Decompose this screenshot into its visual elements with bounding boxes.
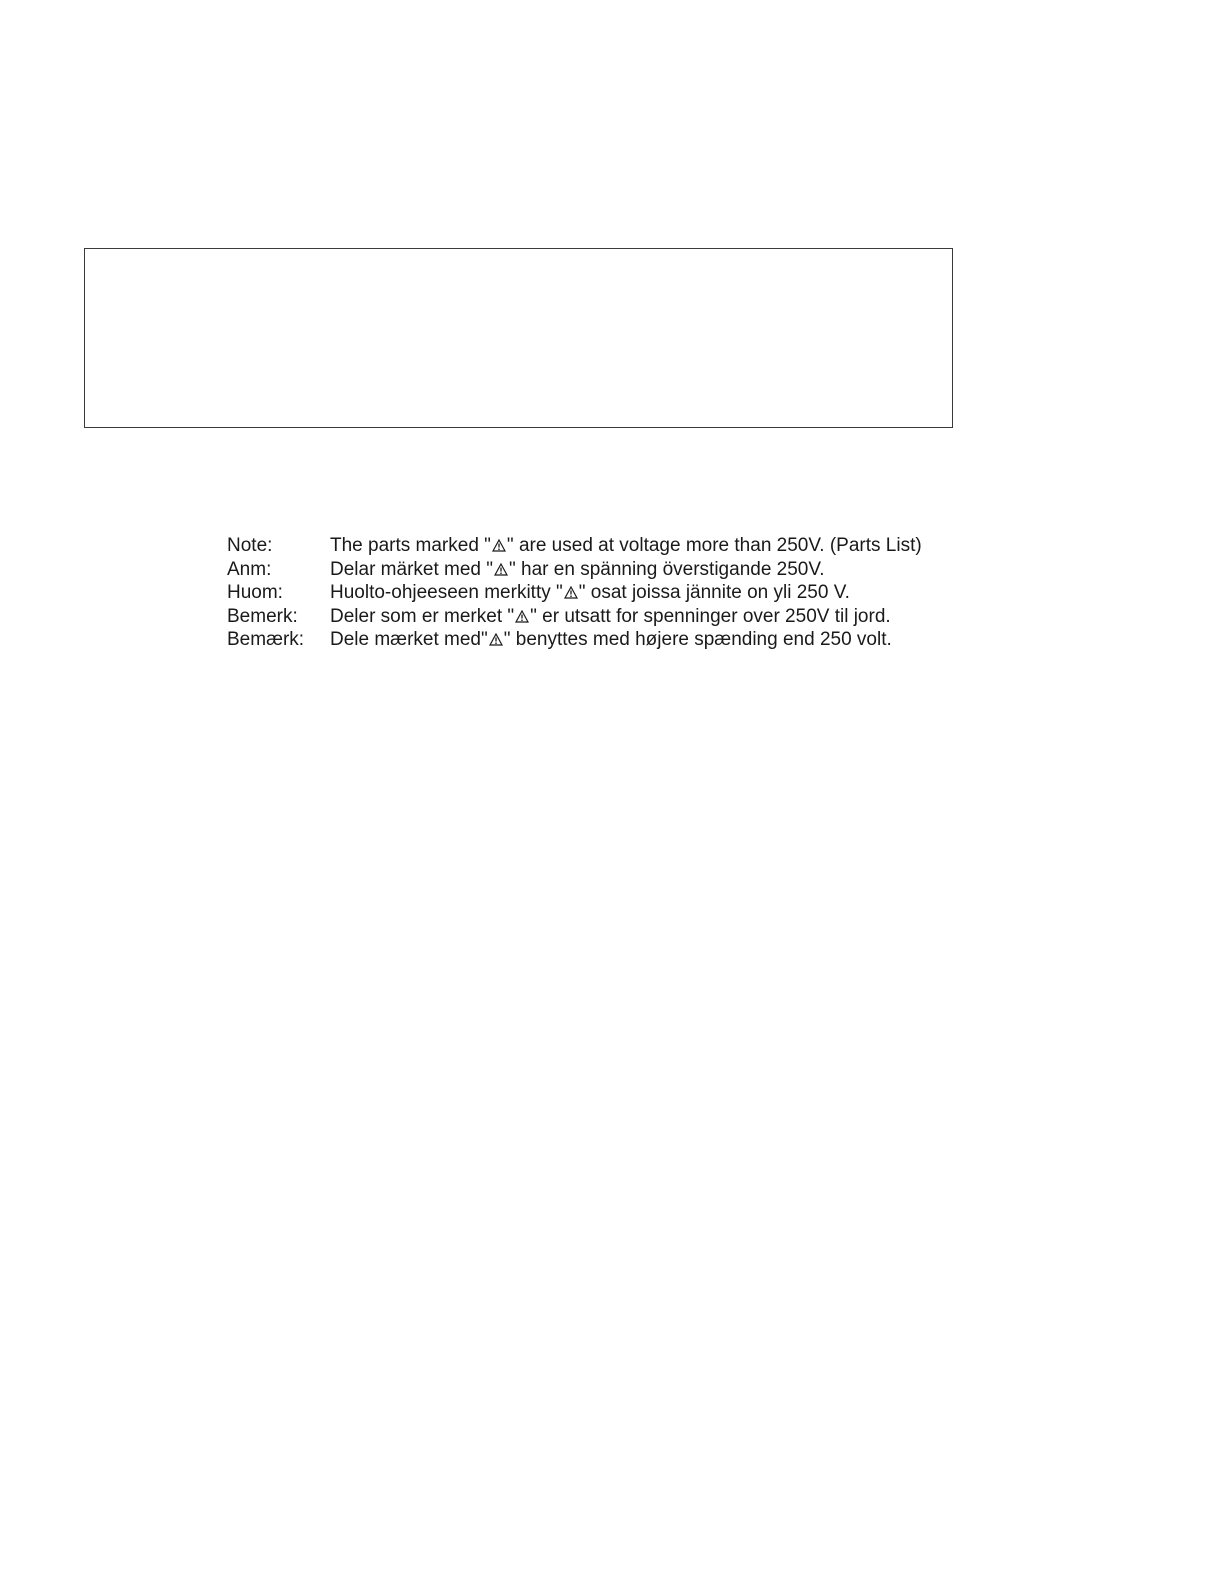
note-row-english [227, 534, 1027, 558]
note-label: Bemerk: [227, 605, 298, 627]
note-text-after: " are used at voltage more than 250V. (Parts List) [506, 535, 922, 556]
note-row-danish [227, 628, 1027, 652]
warning-triangle-icon [564, 586, 578, 599]
note-label: Anm: [227, 558, 272, 580]
warning-triangle-icon [515, 610, 529, 623]
note-text-before: The parts marked " [330, 535, 491, 556]
note-text-before: Delar märket med " [330, 558, 494, 580]
note-text-before: Huolto-ohjeeseen merkitty " [330, 582, 563, 604]
warning-triangle-icon [489, 633, 503, 646]
note-text [330, 628, 892, 652]
empty-frame [84, 248, 953, 428]
note-text-after: " benyttes med højere spænding end 250 volt. [503, 629, 892, 651]
note-text [330, 558, 825, 582]
note-label: Huom: [227, 582, 283, 604]
note-row-swedish [227, 558, 1027, 582]
note-label: Note: [227, 535, 273, 556]
warning-triangle-icon [492, 539, 506, 552]
note-label: Bemærk: [227, 629, 305, 651]
note-text-before: Dele mærket med" [330, 629, 488, 651]
warning-triangle-icon [494, 563, 508, 576]
note-text-before: Deler som er merket " [330, 605, 515, 627]
note-text [330, 534, 922, 558]
note-row-finnish [227, 581, 1027, 605]
note-row-norwegian [227, 605, 1027, 629]
voltage-notes [227, 534, 1027, 652]
note-text-after: " osat joissa jännite on yli 250 V. [578, 582, 850, 604]
note-text-after: " har en spänning överstigande 250V. [509, 558, 825, 580]
note-text-after: " er utsatt for spenninger over 250V til jord. [530, 605, 891, 627]
note-text [330, 605, 891, 629]
note-text [330, 581, 850, 605]
